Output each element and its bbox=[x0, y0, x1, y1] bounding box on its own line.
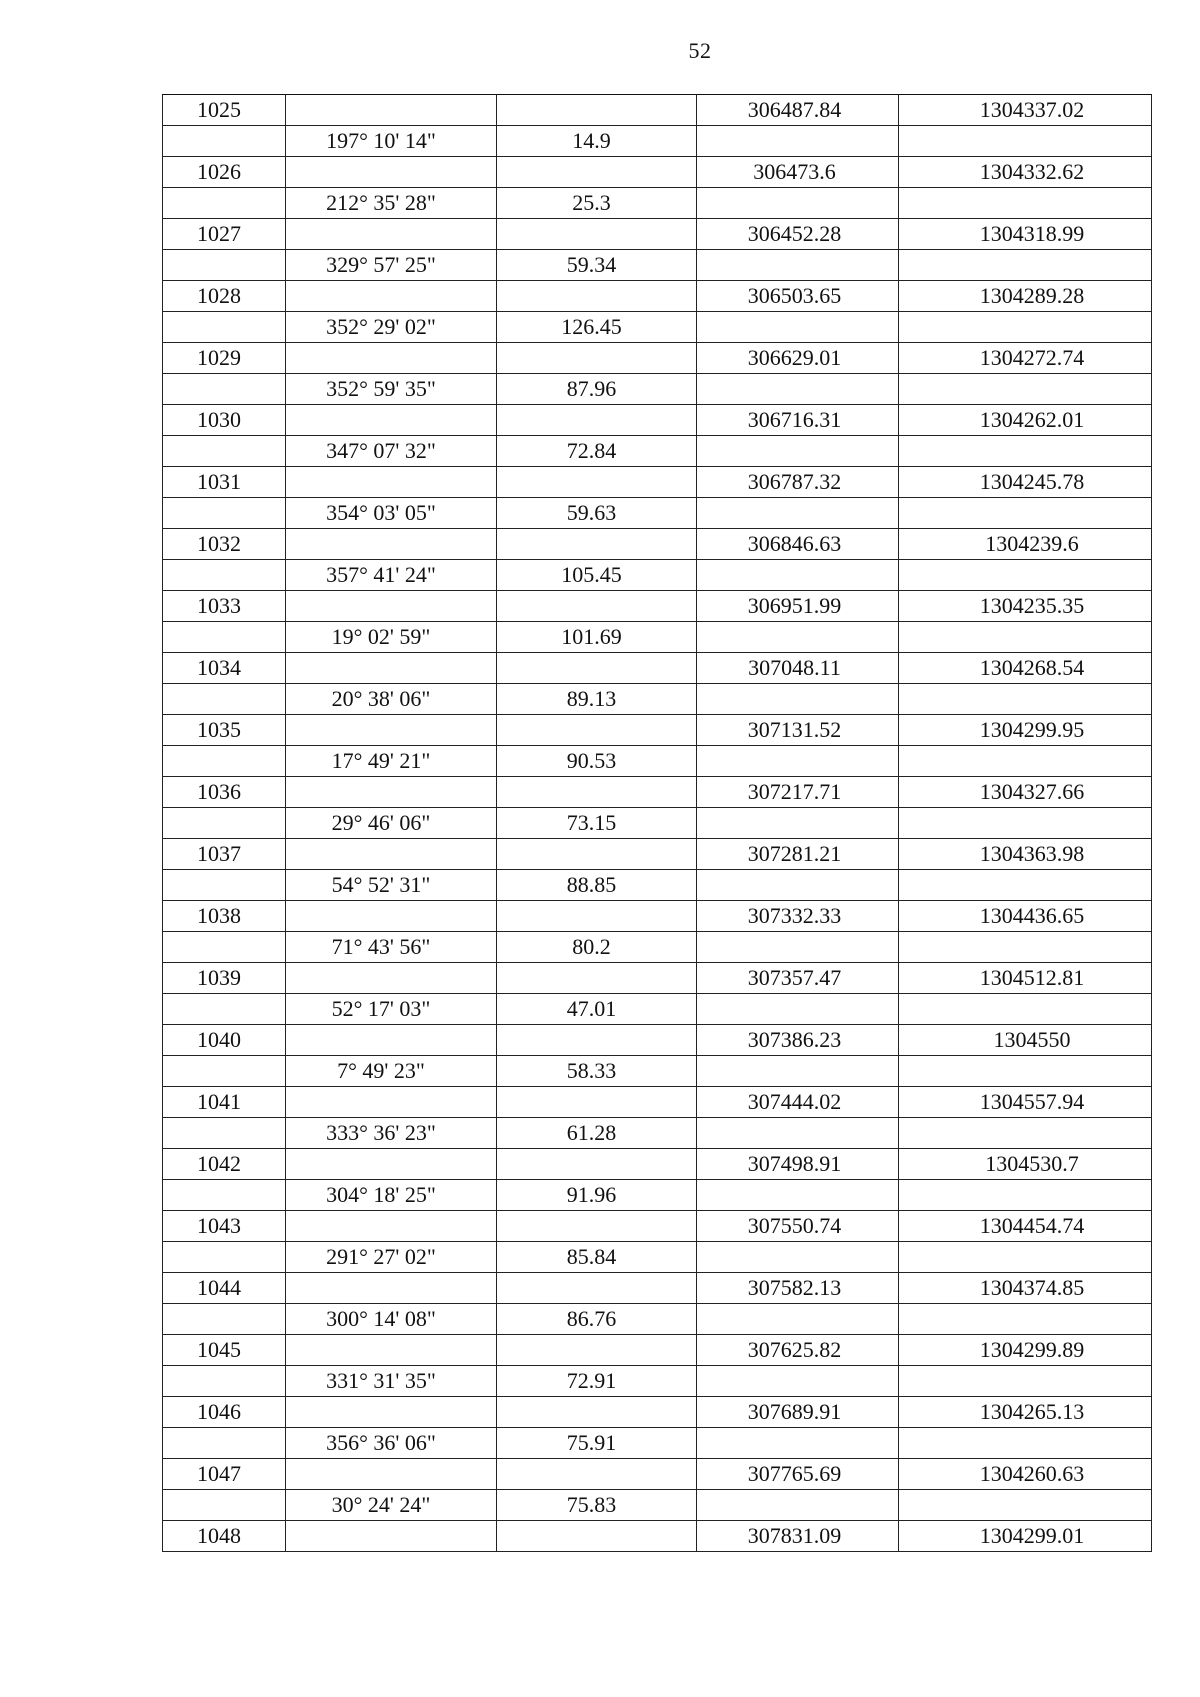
segment-row bbox=[163, 870, 1152, 901]
point-number-cell bbox=[163, 560, 286, 591]
y-coordinate-cell bbox=[697, 1304, 899, 1335]
bearing-cell bbox=[286, 529, 497, 560]
point-number-cell: 1032 bbox=[163, 529, 286, 560]
point-number-cell: 1033 bbox=[163, 591, 286, 622]
point-number-cell: 1047 bbox=[163, 1459, 286, 1490]
point-number-cell bbox=[163, 188, 286, 219]
point-row bbox=[163, 1335, 1152, 1366]
bearing-cell bbox=[286, 1211, 497, 1242]
y-coordinate-cell: 307831.09 bbox=[697, 1521, 899, 1552]
distance-cell bbox=[497, 777, 697, 808]
distance-cell bbox=[497, 157, 697, 188]
y-coordinate-cell: 306716.31 bbox=[697, 405, 899, 436]
segment-row bbox=[163, 126, 1152, 157]
distance-cell bbox=[497, 405, 697, 436]
x-coordinate-cell: 1304530.7 bbox=[899, 1149, 1152, 1180]
x-coordinate-cell bbox=[899, 1180, 1152, 1211]
y-coordinate-cell: 307582.13 bbox=[697, 1273, 899, 1304]
y-coordinate-cell bbox=[697, 250, 899, 281]
y-coordinate-cell bbox=[697, 312, 899, 343]
bearing-cell bbox=[286, 1025, 497, 1056]
bearing-cell bbox=[286, 95, 497, 126]
x-coordinate-cell bbox=[899, 436, 1152, 467]
bearing-cell bbox=[286, 901, 497, 932]
y-coordinate-cell: 307444.02 bbox=[697, 1087, 899, 1118]
x-coordinate-cell: 1304272.74 bbox=[899, 343, 1152, 374]
y-coordinate-cell bbox=[697, 622, 899, 653]
point-number-cell bbox=[163, 1118, 286, 1149]
point-row bbox=[163, 343, 1152, 374]
bearing-cell: 304° 18' 25" bbox=[286, 1180, 497, 1211]
distance-cell: 87.96 bbox=[497, 374, 697, 405]
distance-cell: 14.9 bbox=[497, 126, 697, 157]
distance-cell: 72.84 bbox=[497, 436, 697, 467]
point-number-cell bbox=[163, 684, 286, 715]
distance-cell bbox=[497, 1149, 697, 1180]
y-coordinate-cell: 306629.01 bbox=[697, 343, 899, 374]
distance-cell bbox=[497, 1087, 697, 1118]
distance-cell: 59.63 bbox=[497, 498, 697, 529]
bearing-cell: 352° 29' 02" bbox=[286, 312, 497, 343]
bearing-cell: 52° 17' 03" bbox=[286, 994, 497, 1025]
x-coordinate-cell bbox=[899, 1366, 1152, 1397]
distance-cell: 88.85 bbox=[497, 870, 697, 901]
point-number-cell: 1026 bbox=[163, 157, 286, 188]
segment-row bbox=[163, 188, 1152, 219]
point-number-cell: 1029 bbox=[163, 343, 286, 374]
point-number-cell bbox=[163, 1242, 286, 1273]
bearing-cell bbox=[286, 467, 497, 498]
point-row bbox=[163, 219, 1152, 250]
y-coordinate-cell: 307357.47 bbox=[697, 963, 899, 994]
point-number-cell bbox=[163, 436, 286, 467]
bearing-cell bbox=[286, 653, 497, 684]
x-coordinate-cell bbox=[899, 374, 1152, 405]
distance-cell: 89.13 bbox=[497, 684, 697, 715]
bearing-cell: 300° 14' 08" bbox=[286, 1304, 497, 1335]
bearing-cell: 212° 35' 28" bbox=[286, 188, 497, 219]
point-row bbox=[163, 901, 1152, 932]
point-row bbox=[163, 529, 1152, 560]
x-coordinate-cell bbox=[899, 746, 1152, 777]
x-coordinate-cell bbox=[899, 808, 1152, 839]
point-number-cell bbox=[163, 1180, 286, 1211]
segment-row bbox=[163, 684, 1152, 715]
segment-row bbox=[163, 808, 1152, 839]
y-coordinate-cell: 307386.23 bbox=[697, 1025, 899, 1056]
x-coordinate-cell: 1304299.89 bbox=[899, 1335, 1152, 1366]
x-coordinate-cell bbox=[899, 312, 1152, 343]
distance-cell bbox=[497, 839, 697, 870]
bearing-cell: 347° 07' 32" bbox=[286, 436, 497, 467]
bearing-cell bbox=[286, 281, 497, 312]
y-coordinate-cell: 306787.32 bbox=[697, 467, 899, 498]
point-row bbox=[163, 653, 1152, 684]
y-coordinate-cell: 307281.21 bbox=[697, 839, 899, 870]
bearing-cell: 19° 02' 59" bbox=[286, 622, 497, 653]
segment-row bbox=[163, 498, 1152, 529]
distance-cell bbox=[497, 1211, 697, 1242]
distance-cell bbox=[497, 901, 697, 932]
point-number-cell: 1042 bbox=[163, 1149, 286, 1180]
bearing-cell: 17° 49' 21" bbox=[286, 746, 497, 777]
x-coordinate-cell bbox=[899, 188, 1152, 219]
segment-row bbox=[163, 1304, 1152, 1335]
bearing-cell: 29° 46' 06" bbox=[286, 808, 497, 839]
y-coordinate-cell bbox=[697, 188, 899, 219]
segment-row bbox=[163, 1428, 1152, 1459]
x-coordinate-cell: 1304318.99 bbox=[899, 219, 1152, 250]
point-row bbox=[163, 1211, 1152, 1242]
segment-row bbox=[163, 932, 1152, 963]
point-row bbox=[163, 1521, 1152, 1552]
distance-cell: 25.3 bbox=[497, 188, 697, 219]
distance-cell bbox=[497, 1459, 697, 1490]
bearing-cell bbox=[286, 405, 497, 436]
x-coordinate-cell bbox=[899, 1428, 1152, 1459]
y-coordinate-cell bbox=[697, 560, 899, 591]
point-number-cell: 1041 bbox=[163, 1087, 286, 1118]
bearing-cell bbox=[286, 1149, 497, 1180]
point-number-cell: 1044 bbox=[163, 1273, 286, 1304]
bearing-cell: 71° 43' 56" bbox=[286, 932, 497, 963]
point-number-cell: 1030 bbox=[163, 405, 286, 436]
segment-row bbox=[163, 374, 1152, 405]
x-coordinate-cell: 1304454.74 bbox=[899, 1211, 1152, 1242]
x-coordinate-cell: 1304374.85 bbox=[899, 1273, 1152, 1304]
point-number-cell: 1046 bbox=[163, 1397, 286, 1428]
x-coordinate-cell: 1304512.81 bbox=[899, 963, 1152, 994]
bearing-cell: 331° 31' 35" bbox=[286, 1366, 497, 1397]
y-coordinate-cell bbox=[697, 1118, 899, 1149]
bearing-cell: 54° 52' 31" bbox=[286, 870, 497, 901]
segment-row bbox=[163, 1366, 1152, 1397]
coordinate-table bbox=[162, 94, 1152, 1552]
segment-row bbox=[163, 560, 1152, 591]
x-coordinate-cell: 1304262.01 bbox=[899, 405, 1152, 436]
x-coordinate-cell: 1304557.94 bbox=[899, 1087, 1152, 1118]
point-number-cell bbox=[163, 1490, 286, 1521]
bearing-cell: 352° 59' 35" bbox=[286, 374, 497, 405]
distance-cell: 80.2 bbox=[497, 932, 697, 963]
distance-cell: 72.91 bbox=[497, 1366, 697, 1397]
y-coordinate-cell: 307689.91 bbox=[697, 1397, 899, 1428]
point-number-cell: 1037 bbox=[163, 839, 286, 870]
bearing-cell: 356° 36' 06" bbox=[286, 1428, 497, 1459]
point-number-cell: 1031 bbox=[163, 467, 286, 498]
y-coordinate-cell: 307217.71 bbox=[697, 777, 899, 808]
point-row bbox=[163, 1087, 1152, 1118]
x-coordinate-cell bbox=[899, 684, 1152, 715]
y-coordinate-cell: 306503.65 bbox=[697, 281, 899, 312]
distance-cell bbox=[497, 281, 697, 312]
y-coordinate-cell: 307131.52 bbox=[697, 715, 899, 746]
x-coordinate-cell: 1304337.02 bbox=[899, 95, 1152, 126]
bearing-cell bbox=[286, 219, 497, 250]
bearing-cell: 333° 36' 23" bbox=[286, 1118, 497, 1149]
y-coordinate-cell bbox=[697, 1242, 899, 1273]
distance-cell bbox=[497, 95, 697, 126]
distance-cell: 75.91 bbox=[497, 1428, 697, 1459]
x-coordinate-cell: 1304239.6 bbox=[899, 529, 1152, 560]
point-number-cell: 1040 bbox=[163, 1025, 286, 1056]
distance-cell bbox=[497, 1025, 697, 1056]
bearing-cell bbox=[286, 1521, 497, 1552]
point-number-cell: 1043 bbox=[163, 1211, 286, 1242]
point-row bbox=[163, 405, 1152, 436]
y-coordinate-cell: 307625.82 bbox=[697, 1335, 899, 1366]
point-row bbox=[163, 777, 1152, 808]
segment-row bbox=[163, 1118, 1152, 1149]
segment-row bbox=[163, 1242, 1152, 1273]
point-number-cell: 1034 bbox=[163, 653, 286, 684]
distance-cell bbox=[497, 591, 697, 622]
distance-cell: 86.76 bbox=[497, 1304, 697, 1335]
y-coordinate-cell: 307765.69 bbox=[697, 1459, 899, 1490]
x-coordinate-cell: 1304327.66 bbox=[899, 777, 1152, 808]
y-coordinate-cell: 306487.84 bbox=[697, 95, 899, 126]
distance-cell bbox=[497, 467, 697, 498]
x-coordinate-cell: 1304363.98 bbox=[899, 839, 1152, 870]
distance-cell: 73.15 bbox=[497, 808, 697, 839]
x-coordinate-cell bbox=[899, 622, 1152, 653]
point-row bbox=[163, 1273, 1152, 1304]
point-row bbox=[163, 1397, 1152, 1428]
distance-cell bbox=[497, 715, 697, 746]
distance-cell bbox=[497, 343, 697, 374]
point-number-cell bbox=[163, 808, 286, 839]
y-coordinate-cell bbox=[697, 684, 899, 715]
distance-cell: 75.83 bbox=[497, 1490, 697, 1521]
y-coordinate-cell bbox=[697, 1056, 899, 1087]
bearing-cell: 354° 03' 05" bbox=[286, 498, 497, 529]
point-number-cell bbox=[163, 312, 286, 343]
point-number-cell: 1048 bbox=[163, 1521, 286, 1552]
point-row bbox=[163, 591, 1152, 622]
bearing-cell bbox=[286, 1459, 497, 1490]
bearing-cell: 329° 57' 25" bbox=[286, 250, 497, 281]
bearing-cell: 20° 38' 06" bbox=[286, 684, 497, 715]
y-coordinate-cell bbox=[697, 126, 899, 157]
distance-cell: 58.33 bbox=[497, 1056, 697, 1087]
distance-cell bbox=[497, 653, 697, 684]
point-number-cell: 1045 bbox=[163, 1335, 286, 1366]
distance-cell bbox=[497, 963, 697, 994]
segment-row bbox=[163, 1490, 1152, 1521]
x-coordinate-cell: 1304260.63 bbox=[899, 1459, 1152, 1490]
y-coordinate-cell: 306452.28 bbox=[697, 219, 899, 250]
point-number-cell bbox=[163, 1056, 286, 1087]
distance-cell: 91.96 bbox=[497, 1180, 697, 1211]
y-coordinate-cell: 307550.74 bbox=[697, 1211, 899, 1242]
distance-cell: 59.34 bbox=[497, 250, 697, 281]
distance-cell: 47.01 bbox=[497, 994, 697, 1025]
point-row bbox=[163, 839, 1152, 870]
x-coordinate-cell: 1304289.28 bbox=[899, 281, 1152, 312]
y-coordinate-cell: 307498.91 bbox=[697, 1149, 899, 1180]
x-coordinate-cell bbox=[899, 1242, 1152, 1273]
x-coordinate-cell: 1304299.01 bbox=[899, 1521, 1152, 1552]
point-number-cell: 1035 bbox=[163, 715, 286, 746]
x-coordinate-cell bbox=[899, 1118, 1152, 1149]
x-coordinate-cell bbox=[899, 1304, 1152, 1335]
point-number-cell bbox=[163, 1428, 286, 1459]
point-number-cell: 1027 bbox=[163, 219, 286, 250]
segment-row bbox=[163, 1180, 1152, 1211]
y-coordinate-cell: 306473.6 bbox=[697, 157, 899, 188]
segment-row bbox=[163, 1056, 1152, 1087]
bearing-cell bbox=[286, 1273, 497, 1304]
x-coordinate-cell bbox=[899, 994, 1152, 1025]
y-coordinate-cell bbox=[697, 436, 899, 467]
point-row bbox=[163, 467, 1152, 498]
distance-cell: 90.53 bbox=[497, 746, 697, 777]
point-number-cell bbox=[163, 1304, 286, 1335]
point-row bbox=[163, 1149, 1152, 1180]
y-coordinate-cell bbox=[697, 1490, 899, 1521]
bearing-cell: 291° 27' 02" bbox=[286, 1242, 497, 1273]
x-coordinate-cell bbox=[899, 498, 1152, 529]
point-number-cell bbox=[163, 498, 286, 529]
point-row bbox=[163, 1459, 1152, 1490]
y-coordinate-cell bbox=[697, 746, 899, 777]
point-row bbox=[163, 95, 1152, 126]
point-number-cell bbox=[163, 622, 286, 653]
y-coordinate-cell bbox=[697, 1180, 899, 1211]
point-number-cell bbox=[163, 870, 286, 901]
bearing-cell: 197° 10' 14" bbox=[286, 126, 497, 157]
bearing-cell: 7° 49' 23" bbox=[286, 1056, 497, 1087]
y-coordinate-cell bbox=[697, 1428, 899, 1459]
bearing-cell bbox=[286, 1087, 497, 1118]
point-number-cell: 1025 bbox=[163, 95, 286, 126]
point-row bbox=[163, 963, 1152, 994]
y-coordinate-cell: 307048.11 bbox=[697, 653, 899, 684]
x-coordinate-cell: 1304265.13 bbox=[899, 1397, 1152, 1428]
y-coordinate-cell bbox=[697, 374, 899, 405]
y-coordinate-cell bbox=[697, 808, 899, 839]
bearing-cell: 357° 41' 24" bbox=[286, 560, 497, 591]
distance-cell bbox=[497, 529, 697, 560]
x-coordinate-cell bbox=[899, 1056, 1152, 1087]
bearing-cell bbox=[286, 1397, 497, 1428]
bearing-cell bbox=[286, 343, 497, 374]
x-coordinate-cell: 1304235.35 bbox=[899, 591, 1152, 622]
point-number-cell bbox=[163, 932, 286, 963]
x-coordinate-cell: 1304550 bbox=[899, 1025, 1152, 1056]
distance-cell: 85.84 bbox=[497, 1242, 697, 1273]
y-coordinate-cell: 307332.33 bbox=[697, 901, 899, 932]
distance-cell: 61.28 bbox=[497, 1118, 697, 1149]
distance-cell: 126.45 bbox=[497, 312, 697, 343]
point-row bbox=[163, 1025, 1152, 1056]
y-coordinate-cell bbox=[697, 498, 899, 529]
x-coordinate-cell bbox=[899, 126, 1152, 157]
point-row bbox=[163, 281, 1152, 312]
x-coordinate-cell: 1304245.78 bbox=[899, 467, 1152, 498]
segment-row bbox=[163, 250, 1152, 281]
point-row bbox=[163, 715, 1152, 746]
bearing-cell bbox=[286, 839, 497, 870]
segment-row bbox=[163, 994, 1152, 1025]
distance-cell bbox=[497, 219, 697, 250]
segment-row bbox=[163, 436, 1152, 467]
x-coordinate-cell: 1304332.62 bbox=[899, 157, 1152, 188]
point-row bbox=[163, 157, 1152, 188]
y-coordinate-cell: 306846.63 bbox=[697, 529, 899, 560]
bearing-cell: 30° 24' 24" bbox=[286, 1490, 497, 1521]
distance-cell bbox=[497, 1397, 697, 1428]
x-coordinate-cell bbox=[899, 932, 1152, 963]
y-coordinate-cell bbox=[697, 870, 899, 901]
coordinate-table-body bbox=[163, 95, 1152, 1552]
bearing-cell bbox=[286, 963, 497, 994]
point-number-cell bbox=[163, 1366, 286, 1397]
x-coordinate-cell: 1304299.95 bbox=[899, 715, 1152, 746]
segment-row bbox=[163, 622, 1152, 653]
point-number-cell: 1028 bbox=[163, 281, 286, 312]
y-coordinate-cell bbox=[697, 994, 899, 1025]
bearing-cell bbox=[286, 777, 497, 808]
point-number-cell bbox=[163, 126, 286, 157]
segment-row bbox=[163, 312, 1152, 343]
x-coordinate-cell bbox=[899, 870, 1152, 901]
distance-cell: 101.69 bbox=[497, 622, 697, 653]
y-coordinate-cell bbox=[697, 932, 899, 963]
distance-cell bbox=[497, 1335, 697, 1366]
point-number-cell: 1039 bbox=[163, 963, 286, 994]
bearing-cell bbox=[286, 1335, 497, 1366]
bearing-cell bbox=[286, 591, 497, 622]
x-coordinate-cell bbox=[899, 250, 1152, 281]
x-coordinate-cell: 1304268.54 bbox=[899, 653, 1152, 684]
y-coordinate-cell: 306951.99 bbox=[697, 591, 899, 622]
distance-cell: 105.45 bbox=[497, 560, 697, 591]
point-number-cell bbox=[163, 250, 286, 281]
x-coordinate-cell bbox=[899, 560, 1152, 591]
bearing-cell bbox=[286, 715, 497, 746]
y-coordinate-cell bbox=[697, 1366, 899, 1397]
point-number-cell: 1038 bbox=[163, 901, 286, 932]
point-number-cell bbox=[163, 994, 286, 1025]
segment-row bbox=[163, 746, 1152, 777]
bearing-cell bbox=[286, 157, 497, 188]
point-number-cell: 1036 bbox=[163, 777, 286, 808]
page-number: 52 bbox=[688, 38, 712, 63]
point-number-cell bbox=[163, 746, 286, 777]
distance-cell bbox=[497, 1273, 697, 1304]
x-coordinate-cell: 1304436.65 bbox=[899, 901, 1152, 932]
point-number-cell bbox=[163, 374, 286, 405]
distance-cell bbox=[497, 1521, 697, 1552]
x-coordinate-cell bbox=[899, 1490, 1152, 1521]
